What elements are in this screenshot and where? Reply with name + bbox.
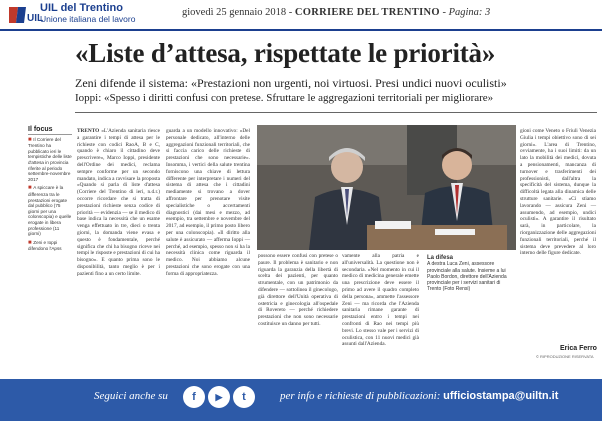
issue-info: giovedì 25 gennaio 2018 - CORRIERE DEL TRENTINO - Pagina: 3 — [182, 7, 491, 18]
follow-label: Seguici anche su — [94, 390, 168, 402]
page-number: Pagina: 3 — [448, 7, 491, 18]
footer-info — [280, 390, 558, 402]
caption-title: La difesa — [427, 255, 454, 261]
factbox-item: ■ Il Corriere del Trentino ha pubblicato ieri le tempistiche delle liste d'attesa in provincia riferite al periodo settembre-novembre 2017 — [28, 136, 72, 182]
rights-notice: © RIPRODUZIONE RISERVATA — [536, 354, 594, 359]
article-column-1: TRENTO «L'Azienda sanitaria riesce a garantire i tempi di attesa per le richieste con codici RaoA, B e C, quando è chiaro il cittadino deve prescrivere», Marco Ioppi, presidente dell'Ordine dei medici, reclama sempre conforme per un secondo mandato, indica a ravvisare la proposta «Quando si parla di liste d'attesa (Corriere del Trentino di ieri, n.d.r.) occorre ricordare che si tratta di prestazioni richieste senza codice di priorità — evidenzia — se il medico di base indica la necessità che un esame venga effettuato in tre, dieci o trenta giorni, la domanda viene evasa e questo è fondamentale, perché significa che chi ha bisogno riceve nei tempi le risposte e prestazioni di cui ha bisogno». E quanto prima sono le disponibilità, tanto meglio è per i pazienti fino a un certo limite. — [77, 128, 160, 277]
youtube-icon[interactable]: ▶ — [208, 386, 230, 408]
org-name: UIL del Trentino — [40, 2, 123, 14]
footer-bar — [0, 379, 602, 421]
org-subtitle: Unione italiana del lavoro — [40, 14, 136, 24]
issue-date: giovedì 25 gennaio 2018 — [182, 7, 287, 18]
header-divider — [0, 29, 602, 31]
factbox — [28, 127, 72, 255]
article-subtitle-1: Zeni difende il sistema: «Prestazioni non urgenti, noi virtuosi. Presi undici nuovi oculisti» — [75, 76, 507, 90]
factbox-item: ■ Zeni e Ioppi difendono l'Apss — [28, 239, 62, 252]
article-column-3: possono essere confusi con pretese o paure. Il problema è sanitario e non riguarda la garanzia della libertà di scelta dei pazienti, per quanto strumentale, con un patrimonio da difendere — sottolinea il ginecologo, già direttore dell'Unità operativa di ostetricia e ginecologia all'ospedale di Rovereto — perché richiedere prestazioni che non sono necessarie costituisce un danno per tutti. — [258, 253, 338, 327]
factbox-title: Il focus — [28, 127, 72, 135]
twitter-icon[interactable]: t — [233, 386, 255, 408]
contact-email-link[interactable]: ufficiostampa@uiltn.it — [443, 390, 559, 402]
page-header — [0, 0, 602, 28]
svg-text:UIL: UIL — [27, 13, 44, 24]
uil-logo — [6, 3, 44, 27]
factbox-item: ■ A spiccare è la differenza tra le prestazioni erogate dal pubblico (75 giorni per una colonscopia) e quelle erogate in libera professione (11 giorni) — [28, 185, 72, 237]
title-rule — [75, 112, 597, 113]
article-column-5: gioni come Veneto o Friuli Venezia Giulia i tempi obiettivo sono di sei giorni». L'area di Trentino, ovviamente, ha i suoi limiti: da un lato la mobilità dei medici, dovuta a pensionamenti, mancanza di turnover e trasferimenti dei professionisti, dall'altra la specificità del sistema, dunque la difficoltà legata alla dinamica delle strutture sanitarie. «Ci stiamo lavorando — assicura Zeni — assumendo, ad esempio, undici oculisti». A garantire il risultato sarà, in particolare, la riorganizzazione delle aggregazioni funzionali territoriali, perché il sistema deve prevedere al loro interno delle figure dedicate. — [520, 128, 596, 257]
caption-text: A destra Luca Zeni, assessore provinciale alla salute. Insieme a lui Paolo Bordon, direttore dell'Azienda provinciale per i servizi sanitari di Trento (Foto Rensi) — [427, 261, 507, 293]
photo-caption — [427, 255, 514, 293]
newspaper-name: CORRIERE DEL TRENTINO — [294, 7, 440, 18]
article-subtitle-2: Ioppi: «Spesso i diritti confusi con pretese. Sfruttare le aggregazioni territoriali per migliorare» — [75, 92, 494, 104]
article-column-2: guarda a un modello innovativo: «Del personale dedicato, all'interno delle aggregazioni funzionali territoriali, che si faccia carico delle richieste di prestazioni che sono necessarie». Insomma, i vertici della salute trentina forniscono una chiave di lettura differente per interpretare i numeri del sistema di attesa che i cittadini mediamente si trovano a dover affrontare per prenotare visite specialistiche o accertamenti diagnostici (dai mesi e mezzo, ad esempio, tra settembre e novembre del 2017, ad esempio, il primo posto libero per una colonscopia). «Il diritto alla salute è assicurato — afferma Ioppi — perché, ad esempio, spesso non si ha la necessità clinica come riguarda il medico. Noi abbiamo alcune prestazioni che sono erogate con una forma di appropriatezza. — [166, 128, 250, 277]
article-column-4: vamente alla patria e all'universalità. La questione non è secondaria. «Nel momento in cui il medico di medicina generale emette una prescrizione deve essere il primo ad avere il quadro completo della persona», ammette l'assessore Zeni — ma ricorda che l'Azienda sanitaria rimane garante di prestazioni entro i tempi nei confronti di Rao nei tempi più brevi. Lo stesso vale per i servizi di oculistica, con 11 nuovi medici già assunti dall'Azienda. — [342, 253, 419, 348]
author: Erica Ferro — [560, 345, 597, 352]
facebook-icon[interactable]: f — [183, 386, 205, 408]
dateline: TRENTO — [77, 128, 100, 134]
article-title: «Liste d’attesa, rispettate le priorità» — [75, 38, 496, 68]
info-label: per info e richieste di pubblicazioni: — [280, 390, 441, 402]
article-photo — [257, 125, 516, 250]
